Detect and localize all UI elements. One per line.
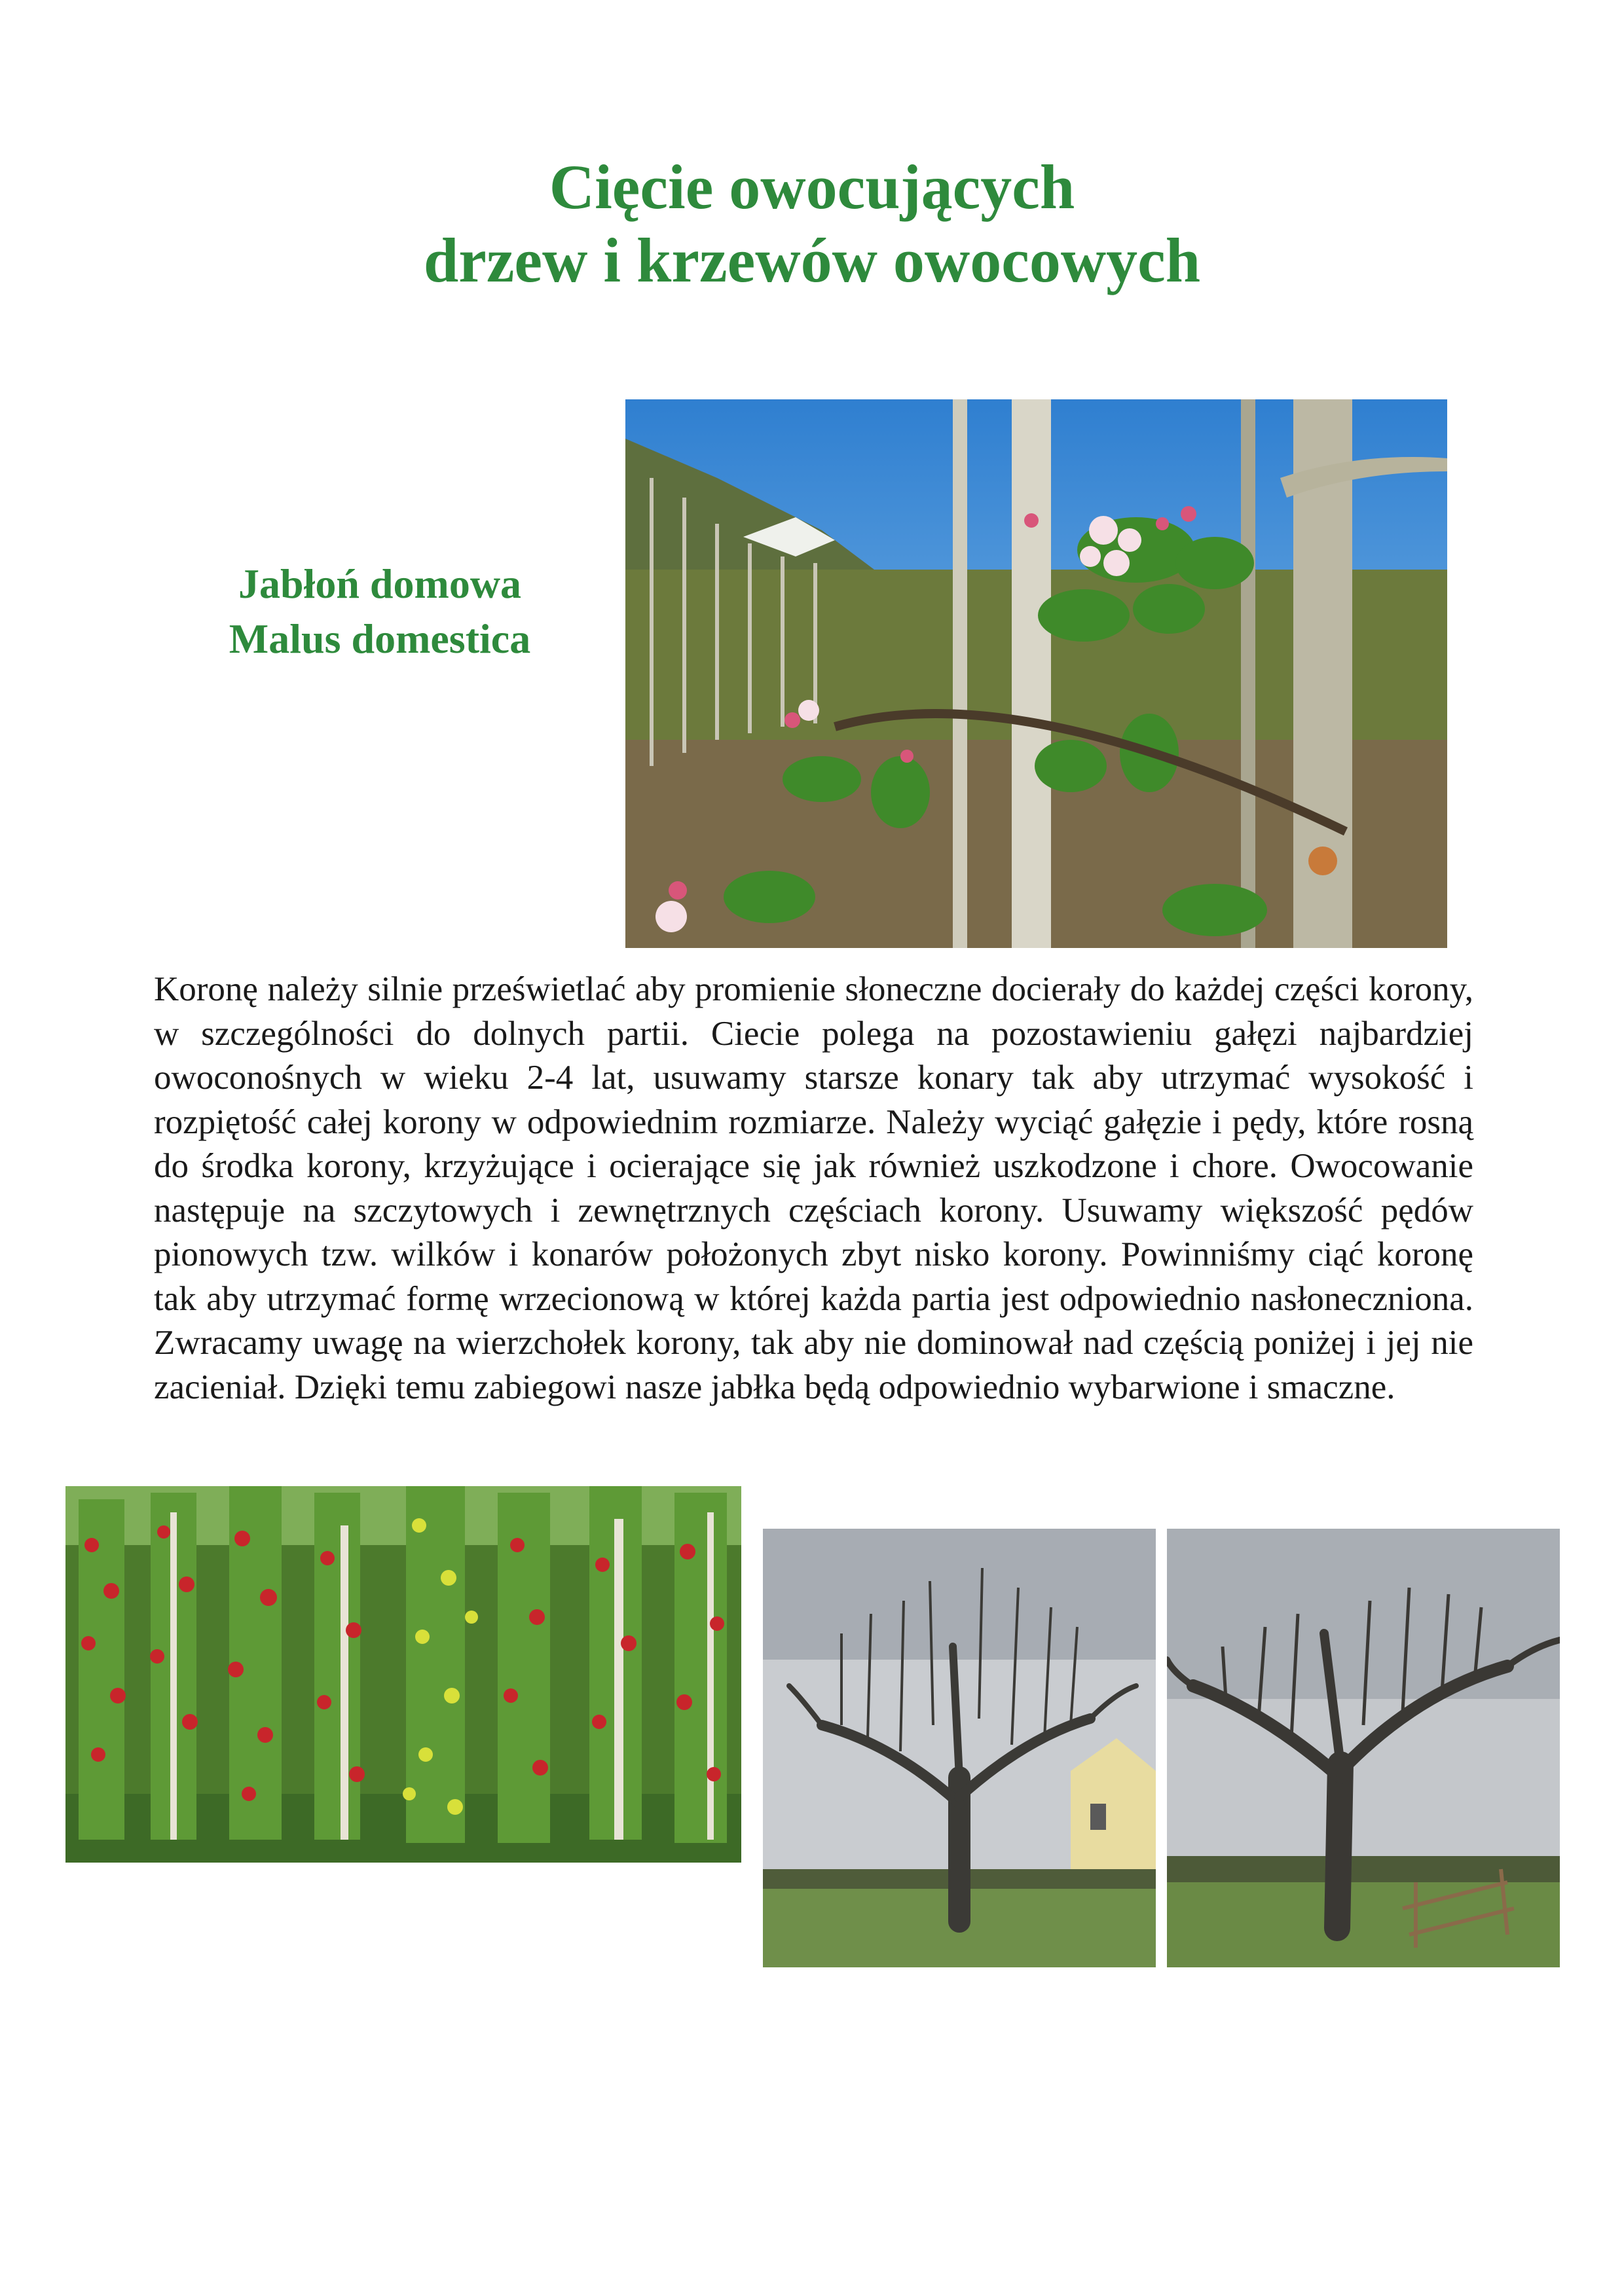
page-title-line-2: drzew i krzewów owocowych (423, 225, 1201, 295)
pruned-apple-tree-photo (1167, 1529, 1560, 1967)
apple-orchard-fruit-photo (65, 1486, 741, 1863)
species-heading (157, 556, 602, 666)
page-title (0, 151, 1624, 297)
apple-blossom-orchard-photo (625, 399, 1447, 948)
pruning-description: Koronę należy silnie prześwietlać aby promienie słoneczne docierały do każdej części korony, w szczególności do dolnych partii. Ciecie polega na pozostawieniu gałęzi najbardziej owoconośnych w wieku 2-4 lat, usuwamy starsze konary tak aby utrzymać wysokość i rozpiętość całej korony w odpowiednim rozmiarze. Należy wyciąć gałęzie i pędy, które rosną do środka korony, krzyżujące i ocierające się jak również uszkodzone i chore. Owocowanie następuje na szczytowych i zewnętrznych częściach korony. Usuwamy większość pędów pionowych tzw. wilków i konarów położonych zbyt nisko korony. Powinniśmy ciąć koronę tak aby utrzymać formę wrzecionową w której każda partia jest odpowiednio nasłoneczniona. Zwracamy uwagę na wierzchołek korony, tak aby nie dominował nad częścią poniżej i jej nie zacieniał. Dzięki temu zabiegowi nasze jabłka będą odpowiednio wybarwione i smaczne. (154, 970, 1473, 1406)
page-title-line-1: Cięcie owocujących (549, 152, 1075, 222)
pruned-apple-tree-photo (763, 1529, 1156, 1967)
species-latin-name: Malus domestica (229, 615, 531, 662)
species-common-name: Jabłoń domowa (238, 560, 522, 607)
